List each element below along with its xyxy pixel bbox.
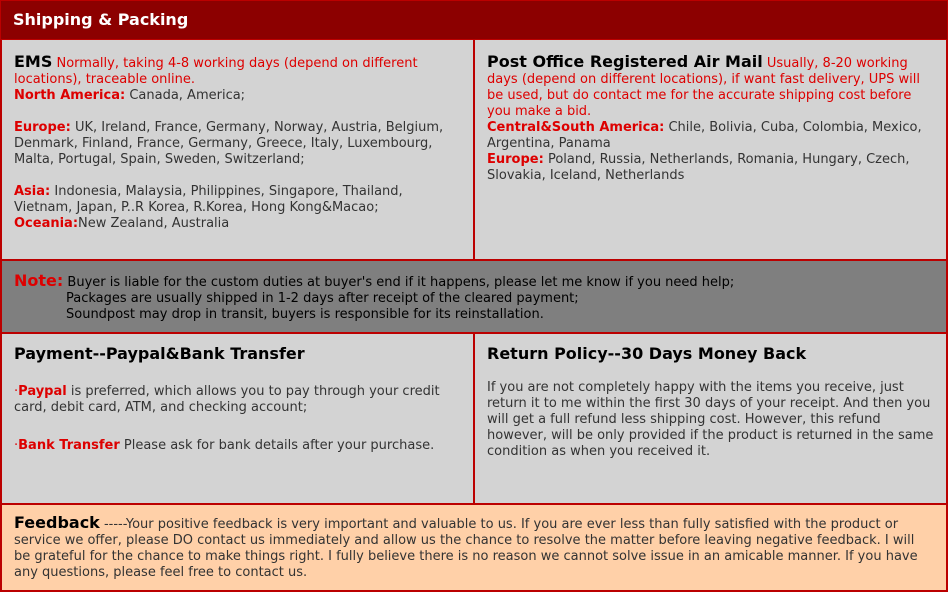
payment-method-text: is preferred, which allows you to pay through your credit card, debit card, ATM, and checking account; <box>14 384 440 415</box>
region-label: Europe: <box>487 152 544 167</box>
ems-title: EMS <box>14 52 53 71</box>
region-countries: Canada, America; <box>125 88 246 103</box>
note-line: Packages are usually shipped in 1-2 days after receipt of the cleared payment; <box>66 291 579 306</box>
note-cell <box>1 260 947 333</box>
region-countries: Poland, Russia, Netherlands, Romania, Hungary, Czech, Slovakia, Iceland, Netherlands <box>487 152 910 183</box>
region-label: North America: <box>14 88 126 103</box>
note-title: Note: <box>14 271 64 290</box>
region-label: Oceania: <box>14 216 79 231</box>
region-label: Europe: <box>14 120 71 135</box>
section-header: Shipping & Packing <box>1 1 947 39</box>
feedback-title: Feedback <box>14 513 100 532</box>
post-office-description: Usually, 8-20 working days (depend on different locations), if want fast delivery, UPS will be used, but do contact me for the accurate shipping cost before you make a bid. <box>487 56 920 119</box>
region-countries: Indonesia, Malaysia, Philippines, Singapore, Thailand, Vietnam, Japan, P..R Korea, R.Korea, Hong Kong&Macao; <box>14 184 403 215</box>
bullet-icon: · <box>14 438 19 453</box>
ems-description: Normally, taking 4-8 working days (depend on different locations), traceable online. <box>14 56 418 87</box>
payment-method-label: Paypal <box>18 384 67 399</box>
ems-cell <box>1 39 474 260</box>
return-policy-text: If you are not completely happy with the items you receive, just return it to me within the first 30 days of your receipt. And then you will get a full refund less shipping cost. However, this refund however, will be only provided if the product is returned in the same condition as when you received it. <box>487 380 934 459</box>
payment-method-text: Please ask for bank details after your purchase. <box>119 438 435 453</box>
note-line: Soundpost may drop in transit, buyers is responsible for its reinstallation. <box>66 307 544 322</box>
region-label: Central&South America: <box>487 120 665 135</box>
payment-method-label: Bank Transfer <box>18 438 120 453</box>
note-line: Buyer is liable for the custom duties at buyer's end if it happens, please let me know if you need help; <box>63 275 735 290</box>
post-office-cell <box>474 39 947 260</box>
region-countries: Chile, Bolivia, Cuba, Colombia, Mexico, Argentina, Panama <box>487 120 922 151</box>
post-office-title: Post Office Registered Air Mail <box>487 52 763 71</box>
region-countries: New Zealand, Australia <box>78 216 230 231</box>
region-label: Asia: <box>14 184 51 199</box>
feedback-cell <box>1 504 947 591</box>
payment-cell <box>1 333 474 504</box>
payment-title: Payment--Paypal&Bank Transfer <box>14 344 305 363</box>
region-countries: UK, Ireland, France, Germany, Norway, Austria, Belgium, Denmark, Finland, France, Germany, Greece, Italy, Luxembourg, Malta, Portugal, Spain, Sweden, Switzerland; <box>14 120 444 167</box>
bullet-icon: · <box>14 384 19 399</box>
return-policy-title: Return Policy--30 Days Money Back <box>487 344 807 363</box>
feedback-text: -----Your positive feedback is very important and valuable to us. If you are ever less than fully satisfied with the product or service we offer, please DO contact us immediately and allow us the chance to resolve the matter before leaving negative feedback. I will be grateful for the chance to make things right. I fully believe there is no reason we cannot solve issue in an amicable manner. If you have any questions, please feel free to contact us. <box>14 517 918 580</box>
return-policy-cell <box>474 333 947 504</box>
